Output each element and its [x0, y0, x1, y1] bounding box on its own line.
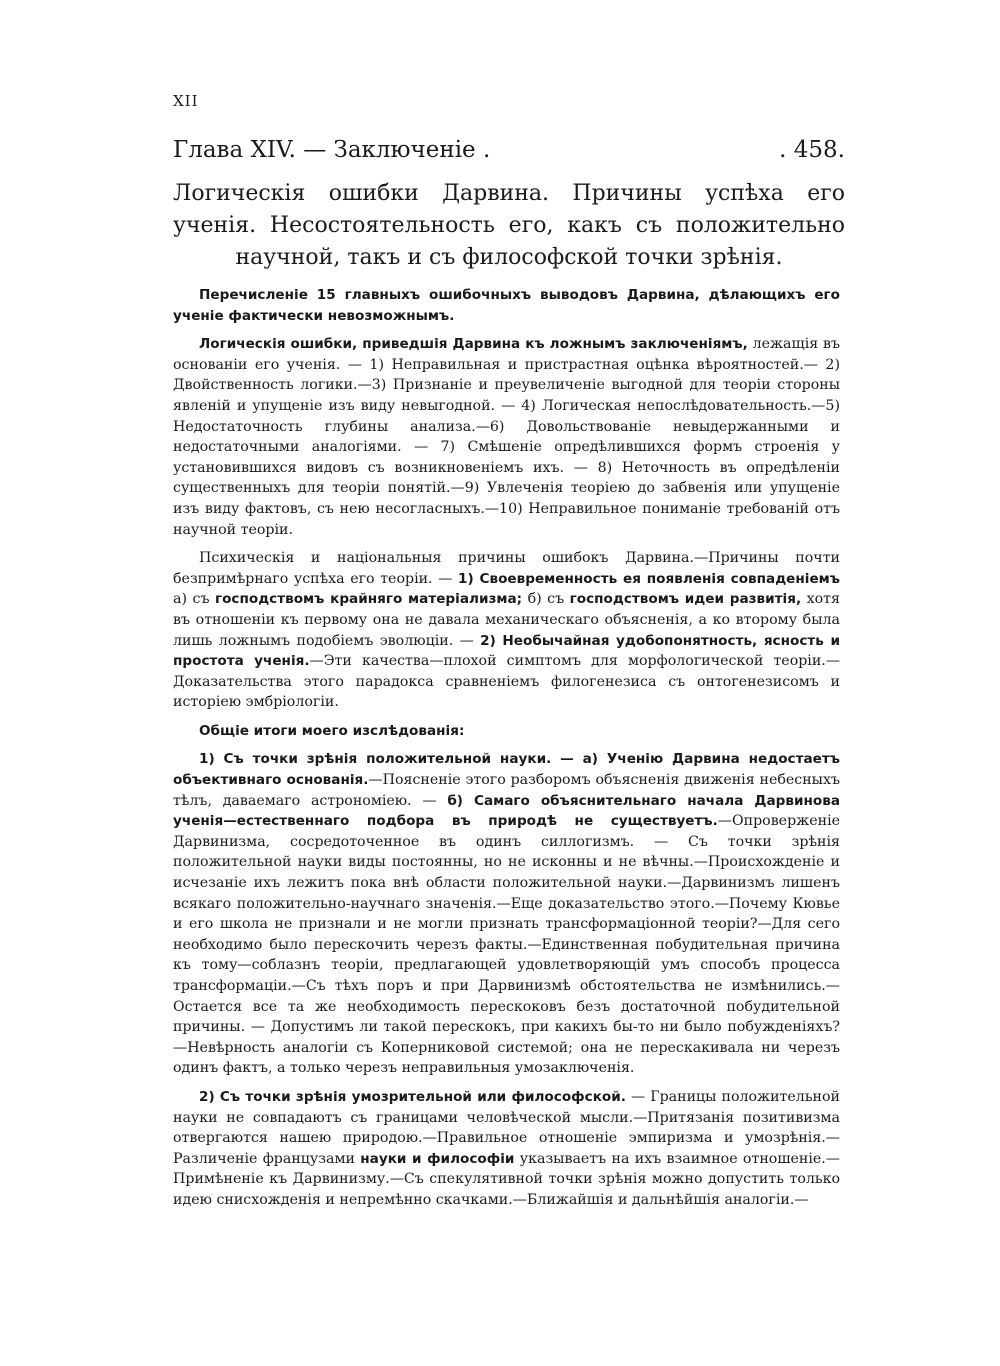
causes-a: а) съ: [173, 591, 215, 608]
positive-science-a: а) Ученію Дарвина недостаетъ объективнаго основанія.: [173, 751, 840, 789]
causes-middle: хотя въ отношеніи къ первому она не давала механическаго объясненія, а ко второму была лишь ложнымъ подобіемъ эволюціи. —: [173, 591, 840, 649]
chapter-heading: [173, 137, 845, 163]
logical-errors-lead: Логическія ошибки, приведшія Дарвина къ ложнымъ заключеніямъ,: [199, 336, 748, 353]
causes-end: —Эти качества—плохой симптомъ для морфологической теоріи.—Доказательства этого парадокса сравненіемъ филогенезиса съ онтогенезисомъ и исторіею эмбріологіи.: [173, 653, 841, 711]
page-number: XII: [173, 92, 199, 110]
positive-science-rest: —Опроверженіе Дарвинизма, сосредоточенное въ одинъ силлогизмъ. — Съ точки зрѣнія положительной науки виды постоянны, но не исконны и не вѣчны.—Происхожденіе и исчезаніе ихъ лежитъ пока внѣ области положительной науки.—Дарвинизмъ лишенъ всякаго положительно-научнаго значенія.—Еще доказательство этого.—Почему Кювье и его школа не признали и не могли признать трансформаціонной теоріи?—Для сего необходимо было перескочить черезъ факты.—Единственная побудительная причина къ тому—соблазнъ теоріи, предлагающей удовлетворяющій умъ способъ процесса трансформаціи.—Съ тѣхъ поръ и при Дарвинизмѣ обстоятельства не измѣнились.—Остается все та же необходимость перескоковъ безъ достаточной побудительной причины. — Допустимъ ли такой перескокъ, при какихъ бы-то ни было побужденіяхъ?—Невѣрность аналогіи съ Коперниковой системой; она не перескакивала ни черезъ одинъ фактъ, а только черезъ неправильныя умозаключенія.: [173, 813, 840, 1077]
chapter-title: Глава XIV. — Заключеніе .: [173, 137, 491, 163]
causes-materialism: господствомъ крайняго матеріализма;: [214, 591, 523, 608]
philosophy-text: — Границы положительной науки не совпадаютъ съ границами человѣческой мысли.—Притязанія позитивизма отвергаются нашею природою.—Правильное отношеніе эмпиризма и умозрѣнія.—Различеніе французами: [173, 1088, 840, 1167]
philosophy-science: науки и философіи: [360, 1150, 515, 1167]
chapter-page: . 458.: [779, 137, 845, 163]
contents-body: [173, 285, 840, 1219]
results-heading: Общіе итоги моего изслѣдованія:: [199, 722, 465, 739]
philosophy-lead: 2) Съ точки зрѣнія умозрительной или философской.: [199, 1088, 626, 1105]
paragraph-causes: [173, 548, 840, 713]
paragraph-philosophy: [173, 1087, 840, 1211]
positive-science-b: б) Самаго объяснительнаго начала Дарвинова ученія—естественнаго подбора въ природѣ не существуетъ.: [173, 792, 840, 830]
paragraph-results-heading: [173, 721, 840, 742]
causes-development: господствомъ идеи развитія,: [569, 591, 802, 608]
enumeration-text: Перечисленіе 15 главныхъ ошибочныхъ выводовъ Дарвина, дѣлающихъ его ученіе фактически невозможнымъ.: [173, 287, 840, 324]
paragraph-enumeration: [173, 285, 840, 326]
paragraph-positive-science: [173, 749, 840, 1079]
logical-errors-list: лежащія въ основаніи его ученія. — 1) Неправильная и пристрастная оцѣнка вѣроятностей.— 2) Двойственность логики.—3) Признаніе и преувеличеніе выгодной для теоріи стороны явленій и упущеніе изъ виду невыгодной. — 4) Логическая непослѣдовательность.—5) Недостаточность глубины анализа.—6) Довольствованіе невыдержанными и недостаточными аналогіями. — 7) Смѣшеніе опредѣлившихся формъ строенія у установившихся видовъ съ возникновеніемъ ихъ. — 8) Неточность въ опредѣленіи существенныхъ для теоріи понятій.—9) Увлеченія теоріею до забвенія или упущеніе изъ виду фактовъ, съ нею несогласныхъ.—10) Неправильное пониманіе требованій отъ научной теоріи.: [173, 336, 840, 538]
causes-b: б) съ: [522, 591, 570, 608]
positive-science-astronomy: —Поясненіе этого разборомъ объясненія движенія небесныхъ тѣлъ, даваемаго астрономіею. —: [173, 772, 840, 809]
chapter-summary: Логическія ошибки Дарвина. Причины успѣха его ученія. Несостоятельность его, какъ съ положительно научной, такъ и съ философской точки зрѣнія.: [173, 181, 845, 270]
causes-simplicity: 2) Необычайная удобопонятность, ясность и простота ученія.: [173, 632, 840, 670]
paragraph-logical-errors: [173, 334, 840, 540]
causes-timeliness: 1) Своевременность ея появленія совпаденіемъ: [457, 570, 840, 587]
philosophy-end: указываетъ на ихъ взаимное отношеніе.—Примѣненіе къ Дарвинизму.—Съ спекулятивной точки зрѣнія можно допустить только идею снисхожденія и непремѣнно скачками.—Ближайшія и дальнѣйшія аналогіи.—: [173, 1150, 840, 1208]
positive-science-lead: 1) Съ точки зрѣнія положительной науки. —: [199, 751, 574, 768]
causes-intro: Психическія и національныя причины ошибокъ Дарвина.—Причины почти безпримѣрнаго успѣха его теоріи. —: [173, 550, 840, 587]
